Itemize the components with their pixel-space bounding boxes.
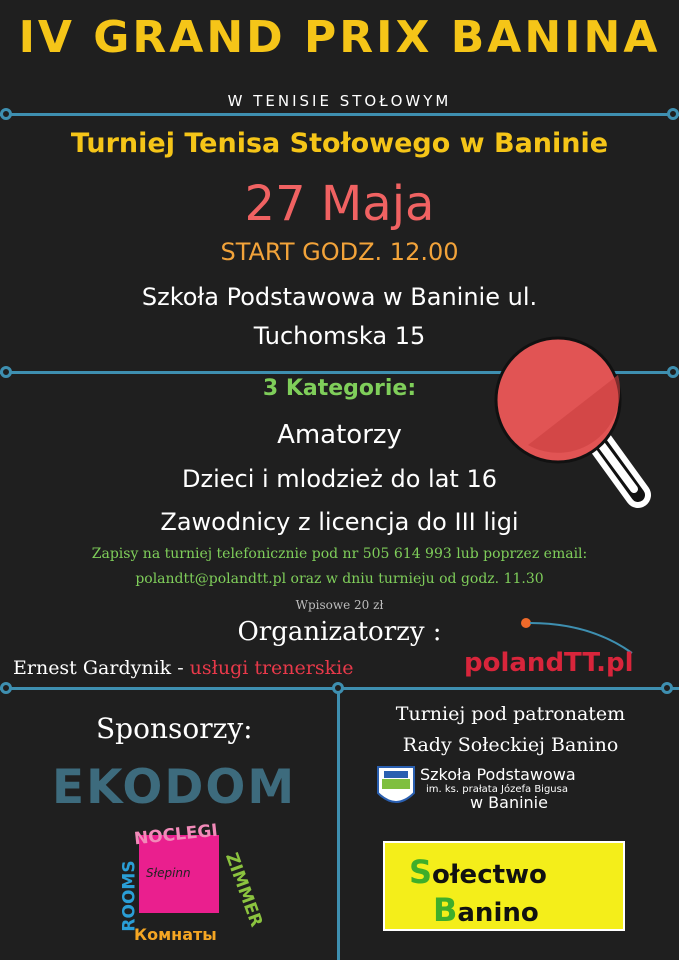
address-line-2: Tuchomska 15 xyxy=(253,322,426,350)
poster-title: IV GRAND PRIX BANINA xyxy=(18,12,661,63)
category-item: Amatorzy xyxy=(277,420,402,450)
organizer-person: Ernest Gardynik - xyxy=(13,657,184,679)
event-name: Turniej Tenisa Stołowego w Baninie xyxy=(70,128,609,159)
patronage-line-2: Rady Sołeckiej Banino xyxy=(402,734,619,756)
registration-line-2: polandtt@polandtt.pl oraz w dniu turnieju od godz. 11.30 xyxy=(135,571,544,587)
ekodom-logo: EKODOM xyxy=(52,760,297,815)
start-time: START GODZ. 12.00 xyxy=(220,238,459,266)
registration-line-1: Zapisy na turniej telefonicznie pod nr 505 614 993 lub poprzez email: xyxy=(91,546,588,562)
school-patron: im. ks. prałata Józefa Bigusa xyxy=(426,784,568,795)
organizer-name xyxy=(13,657,353,679)
category-item: Zawodnicy z licencja do III ligi xyxy=(160,508,519,536)
banino-text: Banino xyxy=(433,891,539,929)
solectwo-banino-logo xyxy=(383,841,625,931)
patronage-line-1: Turniej pod patronatem xyxy=(395,703,626,725)
organizers-heading: Organizatorzy : xyxy=(237,617,442,647)
school-location: w Baninie xyxy=(470,793,548,812)
organizer-service: usługi trenerskie xyxy=(183,657,354,679)
entry-fee: Wpisowe 20 zł xyxy=(295,598,384,612)
rooms-text: ROOMS xyxy=(119,860,140,932)
poster-subtitle: W TENISIE STOŁOWYM xyxy=(227,92,452,110)
address-line-1: Szkoła Podstawowa w Baninie ul. xyxy=(141,283,538,311)
divider-vertical xyxy=(337,688,340,960)
category-item: Dzieci i mlodzież do lat 16 xyxy=(181,465,498,493)
solectwo-text: Sołectwo xyxy=(409,853,547,891)
slepinn-text: Słepinn xyxy=(146,866,191,880)
school-crest-icon xyxy=(376,765,416,811)
zimmer-text: ZIMMER xyxy=(221,850,267,930)
komnaty-text: Комнаты xyxy=(134,925,217,944)
polandtt-logo: polandTT.pl xyxy=(464,648,634,678)
divider-dot xyxy=(332,682,344,694)
sponsors-heading: Sponsorzy: xyxy=(96,712,253,745)
school-name: Szkoła Podstawowa xyxy=(420,765,576,784)
divider-dot xyxy=(661,682,673,694)
noclegi-text: NOCLEGI xyxy=(133,820,219,850)
categories-heading: 3 Kategorie: xyxy=(262,376,417,401)
divider-dot xyxy=(0,682,12,694)
event-date: 27 Maja xyxy=(244,176,435,232)
divider-line-top xyxy=(0,113,679,116)
